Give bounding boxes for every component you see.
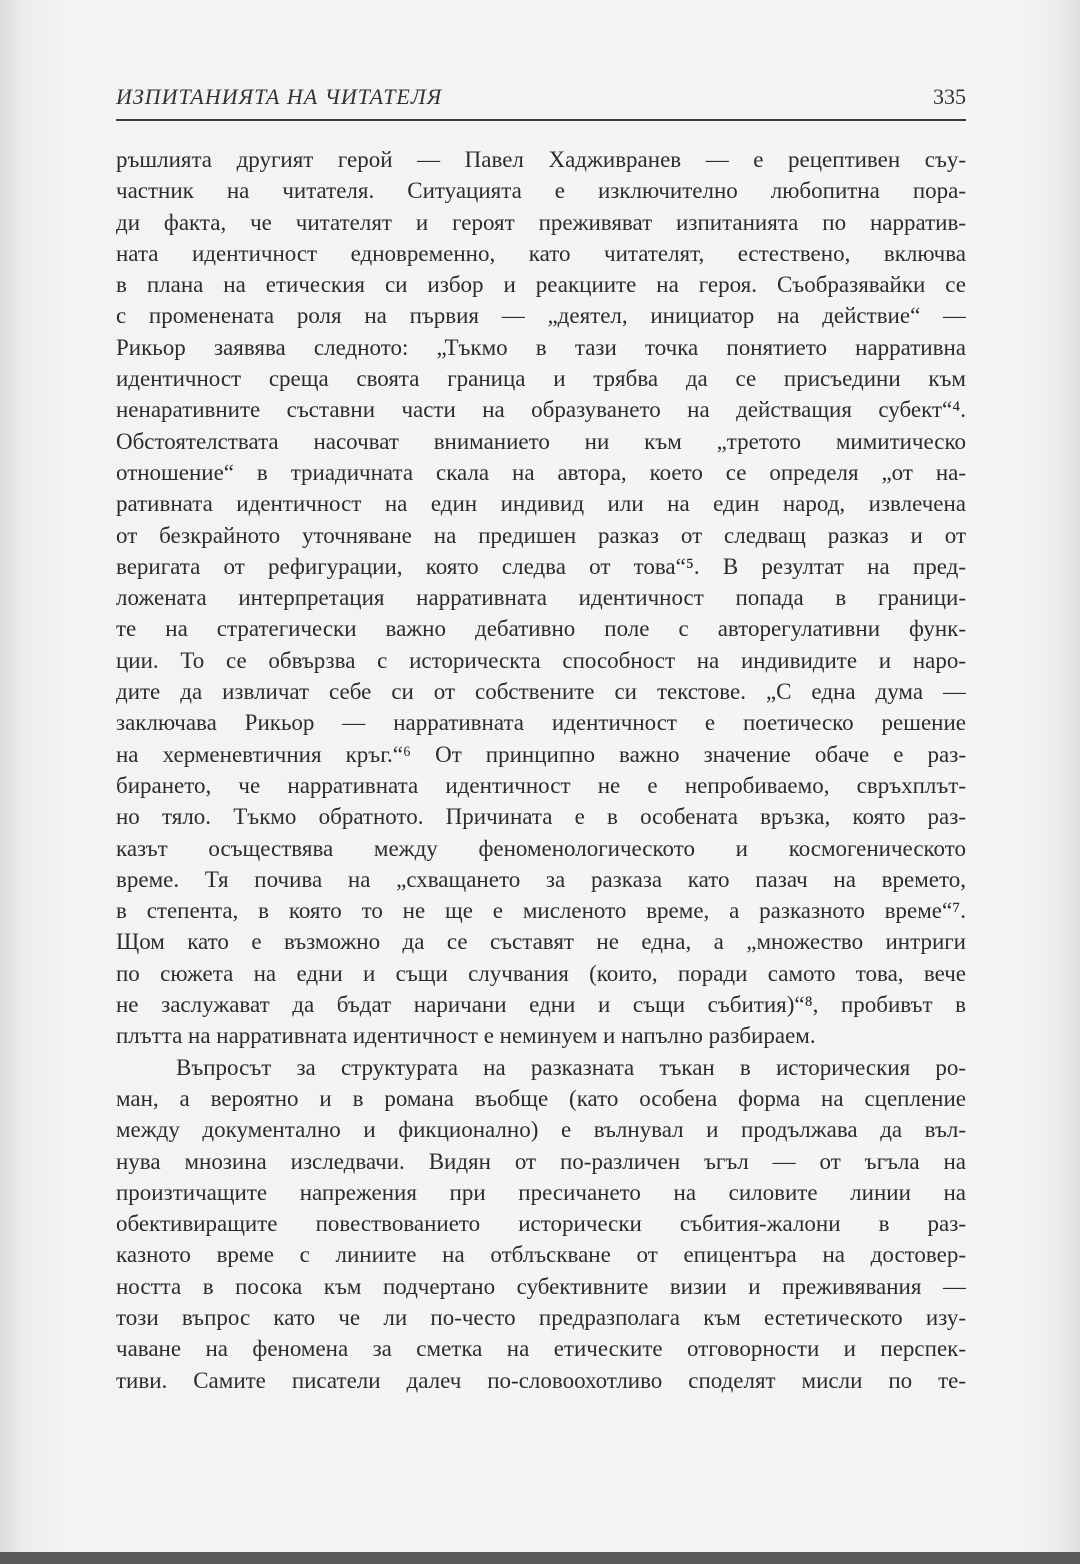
text-line: ненаративните съставни части на образуването на действащия субект“⁴.	[116, 397, 966, 423]
text-line: ративната идентичност на един индивид или на един народ, извлечена	[116, 491, 966, 517]
text-line: плътта на нарративната идентичност е неминуем и напълно разбираем.	[116, 1023, 816, 1049]
text-line: Обстоятелствата насочват вниманието ни към „третото мимитическо	[116, 428, 966, 454]
text-line: казът осъществява между феноменологическото и космогеническото	[116, 835, 966, 861]
text-line: ността в посока към подчертано субективните визии и преживявания —	[116, 1273, 966, 1299]
text-line: Въпросът за структурата на разказната тъкан в историческия ро-	[176, 1054, 966, 1080]
text-line: на херменевтичния кръг.“⁶ От принципно важно значение обаче е раз-	[116, 741, 966, 767]
text-line: ди факта, че читателят и героят преживяват изпитанията по нарратив-	[116, 209, 966, 235]
body-text	[116, 144, 966, 1396]
text-line: в степента, в която то не ще е мисленото време, а разказното време“⁷.	[116, 898, 966, 924]
paragraph	[116, 144, 966, 1052]
text-line: в плана на етическия си избор и реакциите на героя. Съобразявайки се	[116, 272, 966, 298]
text-line: отношение“ в триадичната скала на автора, което се определя „от на-	[116, 459, 966, 485]
text-line: ната идентичност едновременно, като читателят, естествено, включва	[116, 240, 966, 266]
text-line: но тяло. Тъкмо обратното. Причината е в особената връзка, която раз-	[116, 804, 966, 830]
text-line: нува мнозина изследвачи. Видян от по-различен ъгъл — от ъгъла на	[116, 1148, 966, 1174]
scan-bottom-edge	[0, 1552, 1080, 1564]
text-line: между документално и фикционално) е вълнувал и продължава да въл-	[116, 1117, 966, 1143]
text-line: ман, а вероятно и в романа въобще (като особена форма на сцепление	[116, 1085, 966, 1111]
text-line: идентичност среща своята граница и трябва да се присъедини към	[116, 366, 966, 392]
text-line: по сюжета на едни и същи случвания (които, поради самото това, вече	[116, 960, 966, 986]
running-header	[116, 84, 966, 116]
text-line: казното време с линиите на отблъскване от епицентъра на достовер-	[116, 1242, 966, 1268]
text-line: от безкрайното уточняване на предишен разказ от следващ разказ и от	[116, 522, 966, 548]
text-line: ръшлията другият герой — Павел Хадживранев — е рецептивен съу-	[116, 147, 966, 172]
page-number: 335	[933, 84, 966, 109]
header-rule	[116, 119, 966, 121]
text-line: Рикьор заявява следното: „Тъкмо в тази точка понятието нарративна	[116, 334, 966, 360]
text-line: чаване на феномена за сметка на етическите отговорности и перспек-	[116, 1336, 966, 1362]
text-line: време. Тя почива на „схващането за разказа като пазач на времето,	[116, 866, 966, 892]
text-line: с промененaта роля на първия — „деятел, инициатор на действие“ —	[116, 303, 966, 329]
text-line: обективиращите повествованието исторически събития-жалони в раз-	[116, 1211, 966, 1237]
text-line: този въпрос като че ли по-често предразполага към естетическото изу-	[116, 1304, 966, 1330]
text-line: бирането, че нарративната идентичност не е непробиваемо, свръхплът-	[116, 772, 966, 798]
text-line: частник на читателя. Ситуацията е изключително любопитна пора-	[116, 178, 966, 204]
text-line: Щом като е възможно да се съставят не една, а „множество интриги	[116, 929, 966, 955]
text-line: ции. То се обвързва с историческта способност на индивидите и наро-	[116, 647, 966, 673]
text-line: дите да извличат себе си от собствените си текстове. „С една дума —	[116, 679, 966, 705]
text-line: заключава Рикьор — нарративната идентичност е поетическо решение	[116, 710, 966, 736]
text-line: те на стратегически важно дебативно поле с авторегулативни функ-	[116, 616, 966, 642]
running-title: ИЗПИТАНИЯТА НА ЧИТАТЕЛЯ	[116, 84, 443, 109]
text-line: тиви. Самите писатели далеч по-словоохотливо споделят мисли по те-	[116, 1367, 966, 1393]
paragraph	[116, 1052, 966, 1396]
text-line: ложената интерпретация нарративната идентичност попада в граници-	[116, 585, 966, 611]
text-line: произтичащите напрежения при пресичането на силовите линии на	[116, 1179, 966, 1205]
text-line: веригата от рефигурации, която следва от това“⁵. В резултат на пред-	[116, 553, 966, 579]
text-line: не заслужават да бъдат наричани едни и същи събития)“⁸, пробивът в	[116, 992, 966, 1018]
